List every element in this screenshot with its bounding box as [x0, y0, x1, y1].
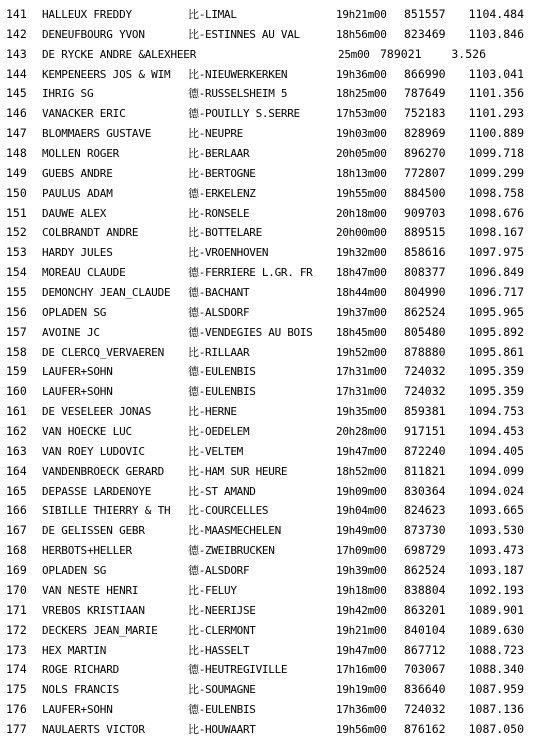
- location-cell: 比-BERTOGNE: [188, 166, 256, 180]
- ring-number-cell: 789021: [380, 46, 422, 61]
- rank-cell: 173: [6, 642, 27, 657]
- fancier-name-cell: HEX MARTIN: [42, 643, 107, 657]
- result-row: [0, 343, 540, 363]
- fancier-name-cell: VANDENBROECK GERARD: [42, 464, 165, 478]
- result-row: [0, 45, 540, 65]
- speed-cell: 1093.530: [468, 523, 524, 538]
- ring-number-cell: 698729: [404, 543, 446, 558]
- rank-cell: 161: [6, 404, 27, 419]
- location-cell: 德-ERKELENZ: [188, 186, 256, 200]
- fancier-name-cell: DE RYCKE ANDRE &ALEXHEER: [42, 47, 197, 61]
- location-cell: 德-VENDEGIES AU BOIS: [188, 325, 313, 339]
- fancier-name-cell: LAUFER+SOHN: [42, 365, 113, 379]
- fancier-name-cell: DENEUFBOURG YVON: [42, 27, 145, 41]
- location-cell: 比-ST AMAND: [188, 484, 256, 498]
- ring-number-cell: 787649: [404, 86, 446, 101]
- result-row: [0, 541, 540, 561]
- arrival-time-cell: 19h56m00: [336, 722, 387, 736]
- fancier-name-cell: DE CLERCQ_VERVAEREN: [42, 345, 165, 359]
- rank-cell: 148: [6, 146, 27, 161]
- speed-cell: 1088.340: [468, 662, 524, 677]
- result-row: [0, 124, 540, 144]
- arrival-time-cell: 17h53m00: [336, 107, 387, 121]
- ring-number-cell: 878880: [404, 344, 446, 359]
- location-cell: 比-NEUPRE: [188, 127, 243, 141]
- ring-number-cell: 724032: [404, 384, 446, 399]
- ring-number-cell: 804990: [404, 285, 446, 300]
- rank-cell: 158: [6, 344, 27, 359]
- ring-number-cell: 863201: [404, 602, 446, 617]
- rank-cell: 154: [6, 265, 27, 280]
- speed-cell: 1094.405: [468, 443, 524, 458]
- ring-number-cell: 851557: [404, 7, 446, 21]
- location-cell: 比-LIMAL: [188, 8, 237, 21]
- ring-number-cell: 917151: [404, 424, 446, 439]
- fancier-name-cell: VAN HOECKE LUC: [42, 425, 132, 439]
- speed-cell: 1087.959: [468, 682, 524, 697]
- ring-number-cell: 867712: [404, 642, 446, 657]
- arrival-time-cell: 19h37m00: [336, 305, 387, 319]
- rank-cell: 143: [6, 46, 27, 61]
- result-row: [0, 482, 540, 502]
- arrival-time-cell: 19h35m00: [336, 405, 387, 419]
- result-row: [0, 263, 540, 283]
- rank-cell: 153: [6, 245, 27, 260]
- speed-cell: 1094.753: [468, 404, 524, 419]
- ring-number-cell: 862524: [404, 304, 446, 319]
- speed-cell: 1094.453: [468, 424, 524, 439]
- fancier-name-cell: DEPASSE LARDENOYE: [42, 484, 152, 498]
- ring-number-cell: 703067: [404, 662, 446, 677]
- fancier-name-cell: NOLS FRANCIS: [42, 683, 120, 697]
- arrival-time-cell: 17h16m00: [336, 663, 387, 677]
- arrival-time-cell: 19h47m00: [336, 444, 387, 458]
- rank-cell: 172: [6, 622, 27, 637]
- results-list: [0, 5, 540, 740]
- arrival-time-cell: 19h55m00: [336, 186, 387, 200]
- fancier-name-cell: BLOMMAERS GUSTAVE: [42, 127, 152, 141]
- rank-cell: 159: [6, 364, 27, 379]
- arrival-time-cell: 20h28m00: [336, 425, 387, 439]
- result-row: [0, 402, 540, 422]
- arrival-time-cell: 19h19m00: [336, 683, 387, 697]
- fancier-name-cell: AVOINE JC: [42, 325, 100, 339]
- location-cell: 德-BACHANT: [188, 286, 250, 300]
- fancier-name-cell: COLBRANDT ANDRE: [42, 226, 139, 240]
- fancier-name-cell: PAULUS ADAM: [42, 186, 113, 200]
- speed-cell: 1089.630: [468, 622, 524, 637]
- result-row: [0, 303, 540, 323]
- speed-cell: 1093.473: [468, 543, 524, 558]
- result-row: [0, 621, 540, 641]
- ring-number-cell: 838804: [404, 582, 446, 597]
- fancier-name-cell: LAUFER+SOHN: [42, 385, 113, 399]
- location-cell: 比-NEERIJSE: [188, 603, 256, 617]
- rank-cell: 150: [6, 185, 27, 200]
- arrival-time-cell: 17h09m00: [336, 544, 387, 558]
- arrival-time-cell: 18h25m00: [336, 87, 387, 101]
- location-cell: 比-NIEUWERKERKEN: [188, 67, 288, 81]
- speed-cell: 1096.849: [468, 265, 524, 280]
- result-row: [0, 65, 540, 85]
- speed-cell: 1099.718: [468, 146, 524, 161]
- location-cell: 比-HAM SUR HEURE: [188, 464, 288, 478]
- location-cell: 德-HEUTREGIVILLE: [188, 663, 288, 677]
- result-row: [0, 422, 540, 442]
- speed-cell: 1088.723: [468, 642, 524, 657]
- fancier-name-cell: NAULAERTS VICTOR: [42, 722, 145, 736]
- location-cell: 德-EULENBIS: [188, 703, 256, 717]
- ring-number-cell: 828969: [404, 126, 446, 141]
- speed-cell: 1087.136: [468, 702, 524, 717]
- arrival-time-cell: 19h42m00: [336, 603, 387, 617]
- result-row: [0, 601, 540, 621]
- speed-cell: 1092.193: [468, 582, 524, 597]
- result-row: [0, 501, 540, 521]
- ring-number-cell: 823469: [404, 26, 446, 41]
- fancier-name-cell: OPLADEN SG: [42, 305, 107, 319]
- arrival-time-cell: 18h47m00: [336, 266, 387, 280]
- fancier-name-cell: MOREAU CLAUDE: [42, 266, 126, 280]
- fancier-name-cell: GUEBS ANDRE: [42, 166, 113, 180]
- ring-number-cell: 724032: [404, 364, 446, 379]
- speed-cell: 1103.846: [468, 26, 524, 41]
- rank-cell: 170: [6, 582, 27, 597]
- arrival-time-cell: 20h05m00: [336, 147, 387, 161]
- speed-cell: 1095.359: [468, 384, 524, 399]
- location-cell: 比-COURCELLES: [188, 504, 269, 518]
- ring-number-cell: 811821: [404, 463, 446, 478]
- location-cell: 德-EULENBIS: [188, 365, 256, 379]
- location-cell: 德-ALSDORF: [188, 564, 250, 578]
- arrival-time-cell: 17h31m00: [336, 365, 387, 379]
- fancier-name-cell: SIBILLE THIERRY & TH: [42, 504, 171, 518]
- location-cell: 比-ESTINNES AU VAL: [188, 27, 300, 41]
- speed-cell: 1087.050: [468, 721, 524, 736]
- result-row: [0, 581, 540, 601]
- rank-cell: 144: [6, 66, 27, 81]
- ring-number-cell: 859381: [404, 404, 446, 419]
- ring-number-cell: 862524: [404, 563, 446, 578]
- rank-cell: 142: [6, 26, 27, 41]
- ring-number-cell: 772807: [404, 165, 446, 180]
- rank-cell: 175: [6, 682, 27, 697]
- ring-number-cell: 884500: [404, 185, 446, 200]
- location-cell: 德-ZWEIBRUCKEN: [188, 544, 275, 558]
- location-cell: 德-ALSDORF: [188, 305, 250, 319]
- rank-cell: 168: [6, 543, 27, 558]
- ring-number-cell: 805480: [404, 324, 446, 339]
- location-cell: 比-HOUWAART: [188, 722, 256, 736]
- speed-cell: 1094.024: [468, 483, 524, 498]
- fancier-name-cell: KEMPENEERS JOS & WIM: [42, 67, 171, 81]
- ring-number-cell: 724032: [404, 702, 446, 717]
- rank-cell: 146: [6, 106, 27, 121]
- speed-cell: 1101.356: [468, 86, 524, 101]
- arrival-time-cell: 18h52m00: [336, 464, 387, 478]
- result-row: [0, 362, 540, 382]
- rank-cell: 149: [6, 165, 27, 180]
- fancier-name-cell: VREBOS KRISTIAAN: [42, 603, 145, 617]
- location-cell: 比-VELTEM: [188, 444, 243, 458]
- speed-cell: 1100.889: [468, 126, 524, 141]
- location-cell: 德-FERRIERE L.GR. FR: [188, 266, 313, 280]
- ring-number-cell: 866990: [404, 66, 446, 81]
- ring-number-cell: 872240: [404, 443, 446, 458]
- rank-cell: 166: [6, 503, 27, 518]
- rank-cell: 167: [6, 523, 27, 538]
- arrival-time-cell: 19h21m00: [336, 623, 387, 637]
- result-row: [0, 382, 540, 402]
- result-row: [0, 561, 540, 581]
- fancier-name-cell: DECKERS JEAN_MARIE: [42, 623, 158, 637]
- result-row: [0, 104, 540, 124]
- fancier-name-cell: VAN NESTE HENRI: [42, 583, 139, 597]
- ring-number-cell: 824623: [404, 503, 446, 518]
- rank-cell: 152: [6, 225, 27, 240]
- rank-cell: 155: [6, 285, 27, 300]
- location-cell: 德-EULENBIS: [188, 385, 256, 399]
- arrival-time-cell: 18h45m00: [336, 325, 387, 339]
- arrival-time-cell: 20h18m00: [336, 206, 387, 220]
- arrival-time-cell: 19h49m00: [336, 524, 387, 538]
- result-row: [0, 680, 540, 700]
- rank-cell: 145: [6, 86, 27, 101]
- result-row: [0, 720, 540, 740]
- location-cell: 比-CLERMONT: [188, 623, 256, 637]
- fancier-name-cell: OPLADEN SG: [42, 564, 107, 578]
- arrival-time-cell: 19h32m00: [336, 246, 387, 260]
- fancier-name-cell: MOLLEN ROGER: [42, 147, 120, 161]
- arrival-time-cell: 18h13m00: [336, 166, 387, 180]
- result-row: [0, 223, 540, 243]
- rank-cell: 157: [6, 324, 27, 339]
- result-row: [0, 164, 540, 184]
- location-cell: 德-POUILLY S.SERRE: [188, 107, 300, 121]
- speed-cell: 1093.665: [468, 503, 524, 518]
- result-row: [0, 283, 540, 303]
- result-row: [0, 204, 540, 224]
- arrival-time-cell: 19h21m00: [336, 8, 387, 21]
- fancier-name-cell: LAUFER+SOHN: [42, 703, 113, 717]
- arrival-time-cell: 19h04m00: [336, 504, 387, 518]
- ring-number-cell: 830364: [404, 483, 446, 498]
- speed-cell: 1098.758: [468, 185, 524, 200]
- result-row: [0, 5, 540, 25]
- ring-number-cell: 752183: [404, 106, 446, 121]
- rank-cell: 156: [6, 304, 27, 319]
- speed-cell: 1096.717: [468, 285, 524, 300]
- ring-number-cell: 876162: [404, 721, 446, 736]
- location-cell: 比-HASSELT: [188, 643, 250, 657]
- result-row: [0, 84, 540, 104]
- location-cell: 比-RILLAAR: [188, 345, 250, 359]
- rank-cell: 151: [6, 205, 27, 220]
- rank-cell: 163: [6, 443, 27, 458]
- speed-cell: 1095.892: [468, 324, 524, 339]
- speed-cell: 1095.965: [468, 304, 524, 319]
- fancier-name-cell: HERBOTS+HELLER: [42, 544, 132, 558]
- location-cell: 比-HERNE: [188, 405, 237, 419]
- location-cell: 比-SOUMAGNE: [188, 683, 256, 697]
- arrival-time-cell: 19h47m00: [336, 643, 387, 657]
- ring-number-cell: 840104: [404, 622, 446, 637]
- speed-cell: 1093.187: [468, 563, 524, 578]
- arrival-time-cell: 17h36m00: [336, 703, 387, 717]
- result-row: [0, 700, 540, 720]
- location-cell: 比-BOTTELARE: [188, 226, 262, 240]
- arrival-time-cell: 19h18m00: [336, 583, 387, 597]
- rank-cell: 169: [6, 563, 27, 578]
- rank-cell: 147: [6, 126, 27, 141]
- arrival-time-cell: 19h03m00: [336, 127, 387, 141]
- fancier-name-cell: DE GELISSEN GEBR: [42, 524, 145, 538]
- arrival-time-cell: 17h31m00: [336, 385, 387, 399]
- rank-cell: 141: [6, 7, 27, 21]
- location-cell: 德-RUSSELSHEIM 5: [188, 87, 288, 101]
- result-row: [0, 521, 540, 541]
- result-row: [0, 25, 540, 45]
- result-row: [0, 323, 540, 343]
- rank-cell: 171: [6, 602, 27, 617]
- fancier-name-cell: HARDY JULES: [42, 246, 113, 260]
- result-row: [0, 442, 540, 462]
- result-row: [0, 660, 540, 680]
- arrival-time-cell: 19h52m00: [336, 345, 387, 359]
- result-row: [0, 243, 540, 263]
- ring-number-cell: 836640: [404, 682, 446, 697]
- result-row: [0, 144, 540, 164]
- ring-number-cell: 808377: [404, 265, 446, 280]
- speed-cell: 1101.293: [468, 106, 524, 121]
- rank-cell: 162: [6, 424, 27, 439]
- speed-cell: 1098.676: [468, 205, 524, 220]
- arrival-time-cell: 18h56m00: [336, 27, 387, 41]
- result-row: [0, 462, 540, 482]
- rank-cell: 165: [6, 483, 27, 498]
- speed-cell: 3.526: [451, 46, 486, 61]
- fancier-name-cell: IHRIG SG: [42, 87, 94, 101]
- fancier-name-cell: HALLEUX FREDDY: [42, 8, 132, 21]
- result-row: [0, 641, 540, 661]
- rank-cell: 177: [6, 721, 27, 736]
- arrival-time-cell: 18h44m00: [336, 286, 387, 300]
- speed-cell: 1095.359: [468, 364, 524, 379]
- speed-cell: 1103.041: [468, 66, 524, 81]
- fancier-name-cell: VANACKER ERIC: [42, 107, 126, 121]
- rank-cell: 174: [6, 662, 27, 677]
- location-cell: 比-OEDELEM: [188, 425, 250, 439]
- speed-cell: 1097.975: [468, 245, 524, 260]
- fancier-name-cell: DEMONCHY JEAN_CLAUDE: [42, 286, 171, 300]
- location-cell: 比-MAASMECHELEN: [188, 524, 281, 538]
- location-cell: 比-RONSELE: [188, 206, 250, 220]
- rank-cell: 164: [6, 463, 27, 478]
- fancier-name-cell: DAUWE ALEX: [42, 206, 107, 220]
- rank-cell: 160: [6, 384, 27, 399]
- rank-cell: 176: [6, 702, 27, 717]
- location-cell: 比-VROENHOVEN: [188, 246, 269, 260]
- location-cell: 比-FELUY: [188, 583, 237, 597]
- ring-number-cell: 889515: [404, 225, 446, 240]
- arrival-time-cell: 20h00m00: [336, 226, 387, 240]
- ring-number-cell: 858616: [404, 245, 446, 260]
- speed-cell: 1095.861: [468, 344, 524, 359]
- result-row: [0, 184, 540, 204]
- fancier-name-cell: ROGE RICHARD: [42, 663, 120, 677]
- ring-number-cell: 896270: [404, 146, 446, 161]
- arrival-time-cell: 19h36m00: [336, 67, 387, 81]
- arrival-time-cell: 19h09m00: [336, 484, 387, 498]
- speed-cell: 1104.484: [468, 7, 524, 21]
- location-cell: 比-BERLAAR: [188, 147, 250, 161]
- speed-cell: 1098.167: [468, 225, 524, 240]
- speed-cell: 1089.901: [468, 602, 524, 617]
- fancier-name-cell: DE VESELEER JONAS: [42, 405, 152, 419]
- speed-cell: 1094.099: [468, 463, 524, 478]
- fancier-name-cell: VAN ROEY LUDOVIC: [42, 444, 145, 458]
- arrival-time-cell: 19h39m00: [336, 564, 387, 578]
- arrival-time-cell: 25m00: [338, 47, 370, 61]
- ring-number-cell: 909703: [404, 205, 446, 220]
- speed-cell: 1099.299: [468, 165, 524, 180]
- ring-number-cell: 873730: [404, 523, 446, 538]
